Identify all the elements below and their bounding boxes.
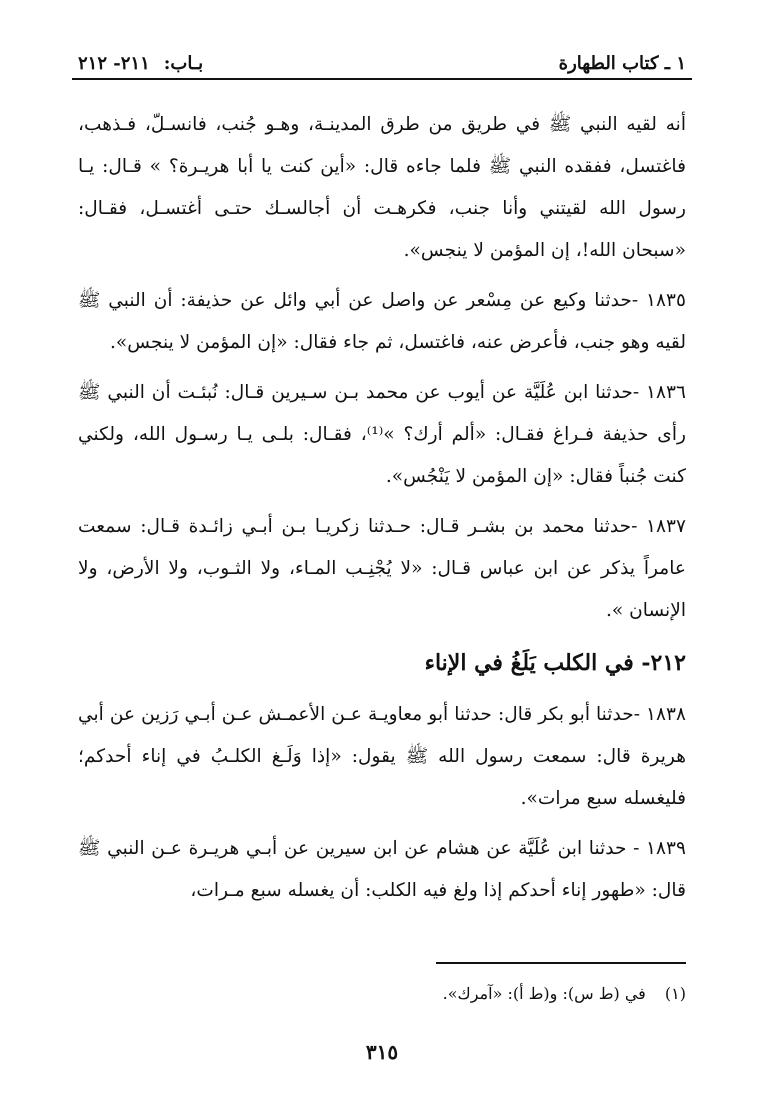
text-paragraph [78,104,686,272]
footnote-number: (١) [664,984,686,1003]
footnote [443,982,686,1006]
footnote-text: في (ط س): و(ط أ): «آمرك». [442,984,646,1003]
section-indicator [78,53,203,74]
paragraph-text: - حدثنا ابن عُلَيَّة عن هشام عن ابن سيرين عن أبـي هريـرة عـن النبي ﷺ قال: «طهور إناء أحدكم إذا ولغ فيه الكلب: أن يغسله سبع مـرات، [78,838,686,901]
main-text [78,104,686,912]
paragraph-text: -حدثنا أبو بكر قال: حدثنا أبو معاويـة عـن الأعمـش عـن أبـي رَزين عن أبي هريرة قال: سمعت رسول الله ﷺ يقول: «إذا وَلَـغ الكلـبُ في إناء أحدكم؛ فليغسله سبع مرات». [78,704,686,809]
paragraph-text: -حدثنا وكيع عن مِسْعر عن واصل عن أبي وائل عن حذيفة: أن النبي ﷺ لقيه وهو جنب، فأعرض عنه، فاغتسل، ثم جاء فقال: «إن المؤمن لا ينجس». [78,290,686,353]
hadith-number: ١٨٣٨ [646,704,686,725]
section-heading: ٢١٢- في الكلب يَلَغُ في الإناء [424,650,686,676]
hadith-paragraph [78,506,686,632]
paragraph-text: -حدثنا محمد بن بشـر قـال: حـدثنا زكريـا بـن أبـي زائـدة قـال: سمعت عامراً يذكر عن ابن عباس قـال: «لا يُجْنِـب المـاء، ولا الثـوب، ولا الأرض، ولا الإنسان ». [78,516,686,621]
section-label: بـاب: [163,53,204,74]
hadith-number: ١٨٣٦ [646,382,686,403]
running-header [72,40,692,80]
book-page [78,40,686,1064]
hadith-paragraph [78,280,686,364]
footnote-divider [436,962,686,964]
hadith-number: ١٨٣٥ [646,290,686,311]
hadith-paragraph [78,694,686,820]
chapter-title: ١ ـ كتاب الطهارة [558,53,686,74]
paragraph-text: -حدثنا ابن عُلَيَّة عن أيوب عن محمد بـن سـيرين قـال: نُبئـت أن النبي ﷺ رأى حذيفة فـراغ فقـال: «ألم أرك؟ »⁽¹⁾، فقـال: بلـى يـا رسـول الله، ولكني كنت جُنباً فقال: «إن المؤمن لا يَنْجُس». [78,382,686,487]
hadith-paragraph [78,828,686,912]
hadith-number: ١٨٣٧ [646,516,686,537]
page-number: ٣١٥ [365,1040,399,1064]
section-range: ٢١١- ٢١٢ [78,53,150,74]
hadith-paragraph [78,372,686,498]
hadith-number: ١٨٣٩ [646,838,686,859]
paragraph-text: أنه لقيه النبي ﷺ في طريق من طرق المدينـة، وهـو جُنب، فانسـلّ، فـذهب، فاغتسل، ففقده النبي ﷺ فلما جاءه قال: «أين كنت يا أبا هريـرة؟ » قـال: يـا رسول الله لقيتني وأنا جنب، فكرهـت أن أجالسـك حتـى أغتسـل، فقـال: «سبحان الله!، إن المؤمن لا ينجس». [78,114,686,261]
